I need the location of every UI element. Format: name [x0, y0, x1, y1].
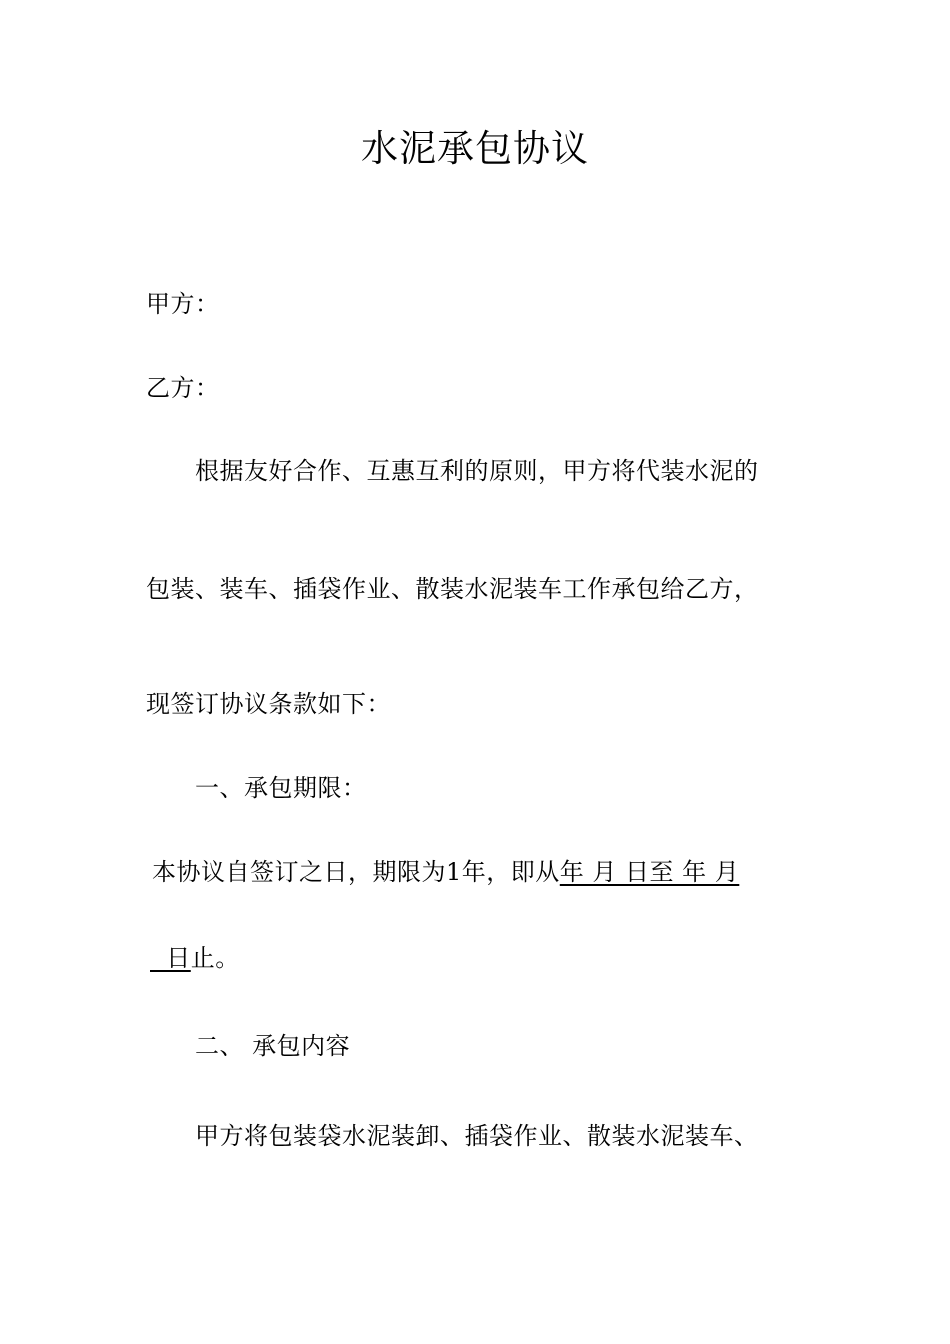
section1-heading: 一、承包期限： — [195, 774, 367, 802]
intro-line-3: 现签订协议条款如下： — [146, 690, 391, 718]
party-a-label: 甲方： — [146, 290, 220, 318]
section1-date-end: 日 — [150, 944, 191, 972]
intro-line-1: 根据友好合作、互惠互利的原则，甲方将代装水泥的 — [195, 457, 759, 485]
document-title: 水泥承包协议 — [361, 127, 589, 170]
section1-term-line — [152, 856, 739, 888]
section1-date-range: 年 月 日至 年 月 — [559, 858, 740, 886]
section1-term-end-line — [150, 942, 240, 974]
section1-text-suffix: 止。 — [190, 944, 240, 972]
section2-heading: 二、 承包内容 — [195, 1032, 351, 1060]
section1-text-prefix: 本协议自签订之日，期限为1年，即从 — [152, 858, 560, 886]
intro-line-2: 包装、装车、插袋作业、散装水泥装车工作承包给乙方， — [146, 575, 759, 603]
party-b-label: 乙方： — [146, 374, 220, 402]
section2-line-1: 甲方将包装袋水泥装卸、插袋作业、散装水泥装车、 — [195, 1122, 759, 1150]
